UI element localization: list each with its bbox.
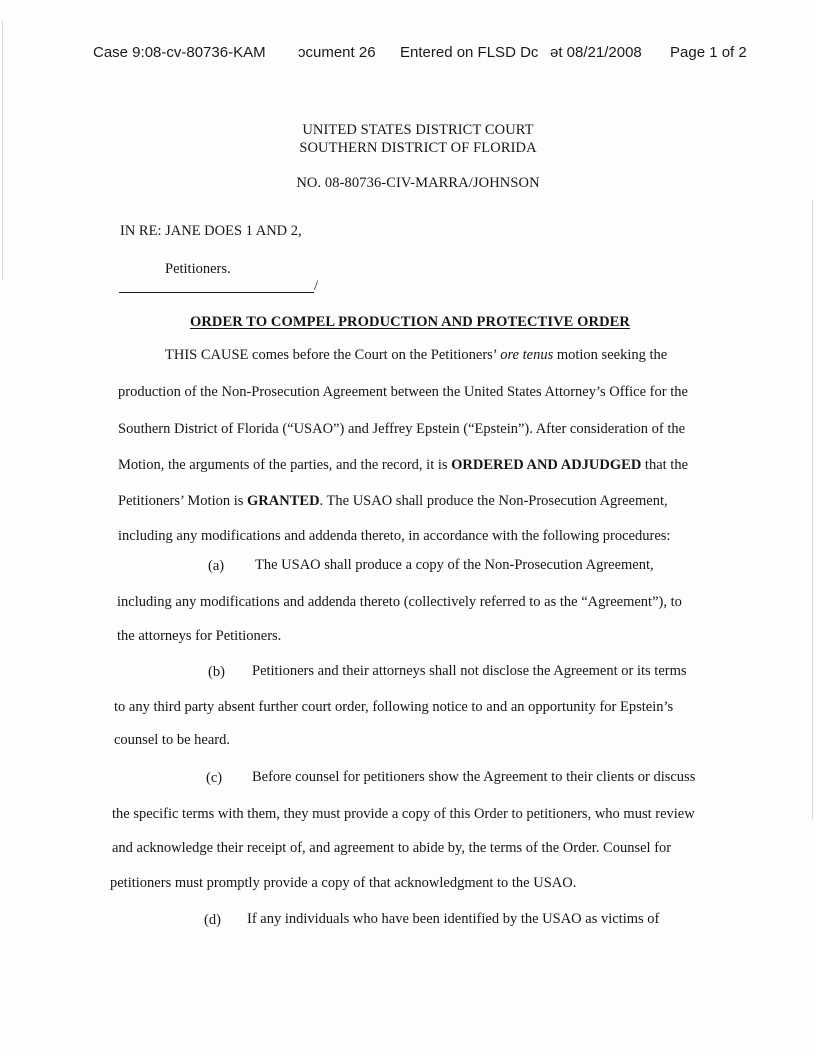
caption-in-re: IN RE: JANE DOES 1 AND 2, xyxy=(120,223,302,239)
p1-line-4 xyxy=(118,458,688,473)
header-case-number: Case 9:08-cv-80736-KAM xyxy=(93,44,266,61)
item-a-line-2: including any modifications and addenda thereto (collectively referred to as the “Agreement”), to xyxy=(117,594,682,610)
p1-line-4-text-a: Motion, the arguments of the parties, and the record, it is xyxy=(118,457,452,473)
p1-line-4-text-c: that the xyxy=(641,457,689,473)
item-b-line-1: Petitioners and their attorneys shall not disclose the Agreement or its terms xyxy=(252,663,687,679)
item-a-marker: (a) xyxy=(208,558,225,574)
caption-underline xyxy=(119,292,314,293)
p1-line-3: Southern District of Florida (“USAO”) and Jeffrey Epstein (“Epstein”). After consideration of the xyxy=(118,421,686,437)
item-c-line-1: Before counsel for petitioners show the Agreement to their clients or discuss xyxy=(252,769,696,785)
order-title: ORDER TO COMPEL PRODUCTION AND PROTECTIVE ORDER xyxy=(189,314,631,330)
item-c-line-4: petitioners must promptly provide a copy of that acknowledgment to the USAO. xyxy=(110,875,577,891)
p1-line-1 xyxy=(165,348,667,363)
header-document: ɔcument 26 xyxy=(298,44,376,61)
p1-line-5-text-a: Petitioners’ Motion is xyxy=(118,493,248,509)
item-b-marker: (b) xyxy=(208,664,225,680)
court-name: UNITED STATES DISTRICT COURT xyxy=(302,122,534,138)
item-b-line-3: counsel to be heard. xyxy=(114,732,230,748)
header-date: ət 08/21/2008 xyxy=(550,44,642,61)
item-d-marker: (d) xyxy=(204,912,221,928)
scan-edge-right xyxy=(812,200,813,820)
header-page-number: Page 1 of 2 xyxy=(670,44,747,61)
item-d-line-1: If any individuals who have been identified by the USAO as victims of xyxy=(247,911,660,927)
p1-line-1-text-a: THIS CAUSE comes before the Court on the Petitioners’ xyxy=(165,347,501,363)
caption-slash: / xyxy=(314,278,319,294)
item-c-line-2: the specific terms with them, they must provide a copy of this Order to petitioners, who must review xyxy=(112,806,695,822)
item-b-line-2: to any third party absent further court order, following notice to and an opportunity for Epstein’s xyxy=(114,699,674,715)
case-number: NO. 08-80736-CIV-MARRA/JOHNSON xyxy=(296,175,540,191)
p1-line-1-text-c: motion seeking the xyxy=(553,347,668,363)
p1-line-5 xyxy=(118,494,668,509)
p1-line-6: including any modifications and addenda thereto, in accordance with the following procedures: xyxy=(118,528,671,544)
ordered-adjudged-bold: ORDERED AND ADJUDGED xyxy=(451,457,642,473)
item-a-line-3: the attorneys for Petitioners. xyxy=(117,628,282,644)
court-district: SOUTHERN DISTRICT OF FLORIDA xyxy=(299,140,537,156)
item-c-line-3: and acknowledge their receipt of, and agreement to abide by, the terms of the Order. Counsel for xyxy=(112,840,672,856)
header-entered: Entered on FLSD Dc xyxy=(400,44,539,61)
p1-line-5-text-c: . The USAO shall produce the Non-Prosecution Agreement, xyxy=(319,493,668,509)
p1-line-2: production of the Non-Prosecution Agreement between the United States Attorney’s Office for the xyxy=(118,384,688,400)
caption-party: Petitioners. xyxy=(165,261,231,277)
ore-tenus-italic: ore tenus xyxy=(500,347,554,363)
item-c-marker: (c) xyxy=(206,770,223,786)
item-a-line-1: The USAO shall produce a copy of the Non-Prosecution Agreement, xyxy=(255,557,654,573)
granted-bold: GRANTED xyxy=(247,493,320,509)
